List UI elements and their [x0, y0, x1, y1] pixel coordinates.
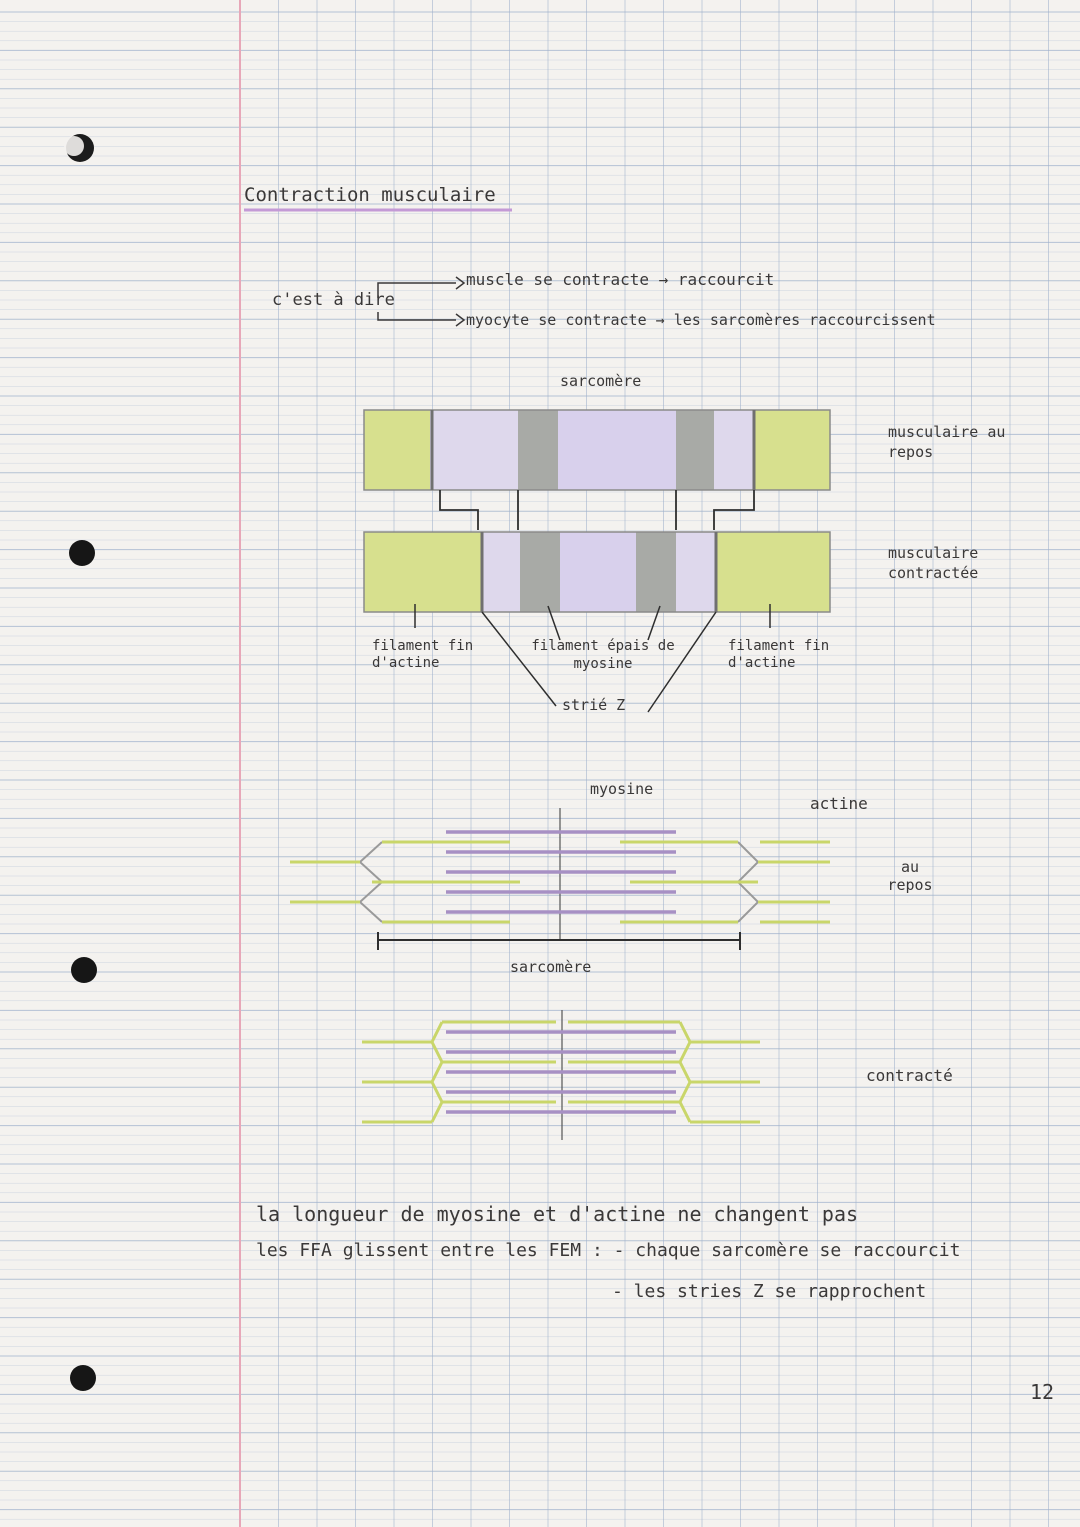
actine-label: actine: [810, 794, 868, 813]
thin-filament-left-label: filament fin d'actine: [372, 638, 474, 671]
conclusion-line-3: - les stries Z se rapprochent: [612, 1281, 927, 1302]
sarcomere-top-label: sarcomère: [560, 372, 642, 390]
page-title: Contraction musculaire: [244, 184, 496, 206]
filaments-contracted-state-label: contracté: [866, 1066, 953, 1085]
definition-line-2: myocyte se contracte → les sarcomères raccourcissent: [466, 311, 936, 329]
definition-prefix: c'est à dire: [272, 290, 395, 310]
filaments-rest-state-label: au repos: [887, 858, 933, 894]
sarcomere-rest-bands: [364, 410, 830, 490]
z-line-label: strié Z: [562, 696, 626, 714]
conclusion-line-2: les FFA glissent entre les FEM : - chaque sarcomère se raccourcit: [256, 1240, 961, 1261]
state-rest-label: musculaire au repos: [888, 423, 1006, 461]
page-number: 12: [1030, 1380, 1055, 1404]
conclusion-line-1: la longueur de myosine et d'actine ne changent pas: [256, 1202, 859, 1226]
definition-line-1: muscle se contracte → raccourcit: [466, 270, 775, 289]
thin-filament-right-label: filament fin d'actine: [728, 638, 830, 671]
myosine-label: myosine: [590, 780, 654, 798]
sarcomere-contracted-bands: [364, 532, 830, 612]
state-contracted-label: musculaire contractée: [888, 544, 979, 582]
thick-filament-label: filament épais de myosine: [531, 638, 675, 672]
sarcomere-bracket-label: sarcomère: [510, 958, 592, 976]
